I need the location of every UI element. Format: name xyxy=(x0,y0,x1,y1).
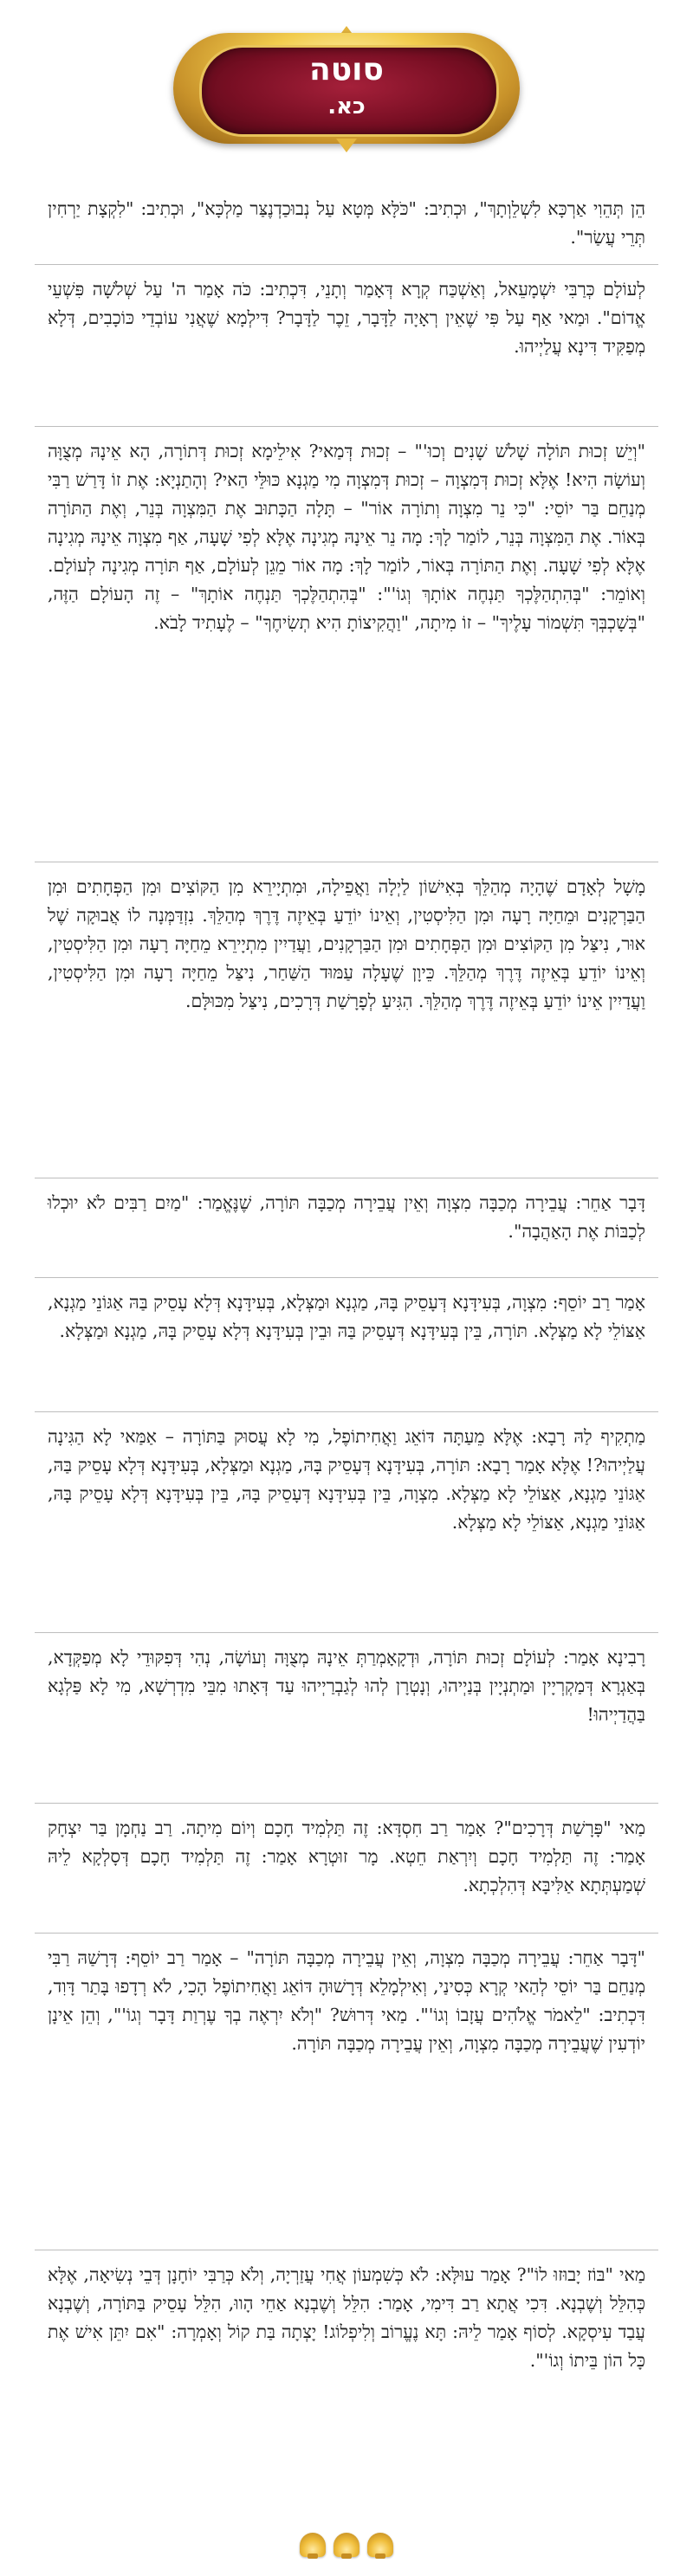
tractate-title: סוטה xyxy=(308,52,384,87)
divider xyxy=(35,1277,658,1278)
paragraph: מָשָׁל לְאָדָם שֶׁהָיָה מְהַלֵּךְ בְּאִישׁוֹן לַיְלָה וַאֲפֵילָה, וּמִתְיָירֵא מִן הַקּוֹצִים וּמִן הַפְּחָתִים וּמִן הַבַּרְקָנִים וּמֵחַיָּה רָעָה וּמִן הַלִּיסְטִין, וְאֵינוֹ יוֹדֵעַ בְּאֵיזֶה דֶּרֶךְ מְהַלֵּךְ. נִזְדַּמְּנָה לוֹ אֲבוּקָה שֶׁל אוּר, נִיצַּל מִן הַקּוֹצִים וּמִן הַפְּחָתִים וּמִן הַבַּרְקָנִים, וַעֲדַיִין מִתְיָירֵא מֵחַיָּה רָעָה וּמִן הַלִּיסְטִין, וְאֵינוֹ יוֹדֵעַ בְּאֵיזֶה דֶּרֶךְ מְהַלֵּךְ. כֵּיוָן שֶׁעָלָה עַמּוּד הַשַּׁחַר, נִיצַּל מֵחַיָּה רָעָה וּמִן הַלִּיסְטִין, וַעֲדַיִין אֵינוֹ יוֹדֵעַ בְּאֵיזֶה דֶּרֶךְ מְהַלֵּךְ. הִגִּיעַ לְפָרָשַׁת דְּרָכִים, נִיצַּל מִכּוּלָּם. xyxy=(48,876,645,1011)
paragraph: "וְיֵשׁ זְכוּת תּוֹלָה שָׁלֹשׁ שָׁנִים וְכוּ'" – זְכוּת דְּמַאי? אִילֵימָא זְכוּת דְּתוֹרָה, הָא אֵינָהּ מְצֻוָּה וְעוֹשָׂה הִיא! אֶלָּא זְכוּת דְּמִצְוָה – זְכוּת דְּמִצְוָה מִי מַגְנָא כּוּלֵּי הַאי? וְהָתַנְיָא: אֶת זוֹ דָּרַשׁ רַבִּי מְנַחֵם בַּר יוֹסֵי: "כִּי נֵר מִצְוָה וְתוֹרָה אוֹר" – תָּלָה הַכָּתוּב אֶת הַמִּצְוָה בְּנֵר, וְאֶת הַתּוֹרָה בְּאוֹר. אֶת הַמִּצְוָה בְּנֵר, לוֹמַר לָךְ: מָה נֵר אֵינָהּ מְגִינָה אֶלָּא לְפִי שָׁעָה, אַף מִצְוָה אֵינָהּ מְגִינָה אֶלָּא לְפִי שָׁעָה. וְאֶת הַתּוֹרָה בְּאוֹר, לוֹמַר לָךְ: מָה אוֹר מֵגֵן לְעוֹלָם, אַף תּוֹרָה מְגִינָה לְעוֹלָם. וְאוֹמֵר: "בְּהִתְהַלֶּכְךָ תַּנְחֶה אוֹתָךְ וְגוֹ'": "בְּהִתְהַלֶּכְךָ תַּנְחֶה אוֹתָךְ" – זֶה הָעוֹלָם הַזֶּה, "בְּשָׁכְבְּךָ תִּשְׁמוֹר עָלֶיךָ" – זוֹ מִיתָה, "וַהֲקִיצוֹתָ הִיא תְשִׂיחֶךָ" – לֶעָתִיד לָבֹא. xyxy=(48,441,645,633)
paragraph: "דָּבָר אַחֵר: עֲבֵירָה מְכַבָּה מִצְוָה, וְאֵין עֲבֵירָה מְכַבָּה תּוֹרָה" – אָמַר רַב יוֹסֵף: דְּרָשַׁהּ רַבִּי מְנַחֵם בַּר יוֹסֵי לְהַאי קְרָא כְּסִינַי, וְאִילְמָלֵא דְּרָשׁוּהָ דּוֹאֵג וַאֲחִיתוֹפֶל הָכִי, לֹא רְדָפוּ בָּתַר דָּוִד, דִּכְתִיב: "לֵאמֹר אֱלֹהִים עֲזָבוֹ וְגוֹ'". מַאי דְּרוּשׁ? "וְלֹא יִרְאֶה בְךָ עֶרְוַת דָּבָר וְגוֹ'", וְהֵן אֵינָן יוֹדְעִין שֶׁעֲבֵירָה מְכַבָּה מִצְוָה, וְאֵין עֲבֵירָה מְכַבָּה תּוֹרָה. xyxy=(48,1947,645,2054)
title-badge xyxy=(173,26,520,152)
divider xyxy=(35,426,658,427)
divider xyxy=(35,1632,658,1633)
divider xyxy=(35,1933,658,1934)
paragraph: מַאי "בּוֹז יָבוּזוּ לוֹ"? אָמַר עוּלָּא: לֹא כְּשִׁמְעוֹן אֲחִי עֲזַרְיָה, וְלֹא כְּרַבִּי יוֹחָנָן דְּבֵי נְשִׂיאָה, אֶלָּא כְּהִלֵּל וְשֶׁבְנָא. דִּכִי אֲתָא רַב דִּימִי, אָמַר: הִלֵּל וְשֶׁבְנָא אַחֵי הָווּ, הִלֵּל עָסֵיק בַּתּוֹרָה, וְשֶׁבְנָא עֲבַד עִיסְקָא. לְסוֹף אָמַר לֵיהּ: תָּא נֶעֱרוֹב וְלִיפְלוֹג! יָצְתָה בַּת קוֹל וְאָמְרָה: "אִם יִתֵּן אִישׁ אֶת כָּל הוֹן בֵּיתוֹ וְגוֹ'". xyxy=(48,2264,645,2371)
paragraph: דָּבָר אַחֵר: עֲבֵירָה מְכַבָּה מִצְוָה וְאֵין עֲבֵירָה מְכַבָּה תּוֹרָה, שֶׁנֶּאֱמַר: "מַיִם רַבִּים לֹא יוּכְלוּ לְכַבּוֹת אֶת הָאַהֲבָה". xyxy=(48,1192,645,1242)
divider xyxy=(35,264,658,265)
shell-icon xyxy=(300,2533,326,2557)
page-number: כא. xyxy=(327,94,366,119)
shell-icon xyxy=(367,2533,393,2557)
paragraph: מַאי "פָּרָשַׁת דְּרָכִים"? אָמַר רַב חִסְדָּא: זֶה תַּלְמִיד חָכָם וְיוֹם מִיתָה. רַב נַחְמָן בַּר יִצְחָק אָמַר: זֶה תַּלְמִיד חָכָם וְיִרְאַת חֵטְא. מָר זוּטְרָא אָמַר: זֶה תַּלְמִיד חָכָם דְּסָלְקָא לֵיהּ שְׁמַעְתְּתָא אַלִּיבָּא דְּהִלְכְתָא. xyxy=(48,1817,645,1895)
paragraph: לְעוֹלָם כְּרַבִּי יִשְׁמָעֵאל, וְאַשְׁכַּח קְרָא דְּאָמַר וְתָנֵי, דִּכְתִיב: כֹּה אָמַר ה' עַל שְׁלֹשָׁה פִּשְׁעֵי אֱדוֹם". וּמַאי אַף עַל פִּי שֶׁאֵין רְאָיָה לַדָּבָר, זֵכֶר לַדָּבָר? דִּילְמָא שֶׁאֲנִי עוֹבְדֵי כּוֹכָבִים, דְּלָא מְפַקִּיד דִּינָא עֲלַיְיהוּ. xyxy=(48,279,645,357)
badge-ornament-bottom xyxy=(336,139,357,152)
paragraph: מַתְקִיף לַהּ רָבָא: אֶלָּא מֵעַתָּה דּוֹאֵג וַאֲחִיתוֹפֶל, מִי לָא עֲסוּק בַּתּוֹרָה – אַמַּאי לָא הַגִּינָה עֲלַיְיהוּ?! אֶלָּא אָמַר רָבָא: תּוֹרָה, בְּעִידָּנָא דְּעָסֵיק בָּהּ, מַגְנָא וּמַצְּלָא, בְּעִידָּנָא דְּלָא עָסֵיק בַּהּ, אַגּוֹנֵי מַגְנָא, אַצּוֹלֵי לָא מַצְּלָא. מִצְוָה, בֵּין בְּעִידָּנָא דְּעָסֵיק בָּהּ, בֵּין בְּעִידָּנָא דְּלָא עָסֵיק בָּהּ, אַגּוֹנֵי מַגְנָא, אַצּוֹלֵי לָא מַצְּלָא. xyxy=(48,1426,645,1533)
divider xyxy=(35,1803,658,1804)
divider xyxy=(35,1411,658,1412)
paragraph: רָבִינָא אָמַר: לְעוֹלָם זְכוּת תּוֹרָה, וּדְקָאָמְרַתְּ אֵינָהּ מְצֻוָּה וְעוֹשָׂה, נְהִי דְּפִקּוּדֵי לָא מְפַקְּדָא, בְּאַגְרָא דְּמַקְרְיָין וּמַתְנְיָין בְּנַיְיהוּ, וְנָטְרָן לְהוּ לְגַבְרַיְיהוּ עַד דְּאָתוּ מִבֵּי מִדְרְשָׁא, מִי לָא פַּלְגָא בַּהֲדַיְיהוּ! xyxy=(48,1647,645,1725)
paragraph: אָמַר רַב יוֹסֵף: מִצְוָה, בְּעִידָּנָא דְּעָסֵיק בָּהּ, מַגְנָא וּמַצְּלָא, בְּעִידָּנָא דְּלָא עָסֵיק בַּהּ אַגּוֹנֵי מַגְנָא, אַצּוֹלֵי לָא מַצְּלָא. תּוֹרָה, בֵּין בְּעִידָּנָא דְּעָסֵיק בַּהּ וּבֵין בְּעִידָּנָא דְּלָא עָסֵיק בָּהּ, מַגְנָא וּמַצְּלָא. xyxy=(48,1292,645,1341)
footer-ornament xyxy=(295,2533,398,2567)
paragraph: הֵן תְּהֵוִי אַרְכָּא לִשְׁלֵוְתָךְ", וּכְתִיב: "כֹּלָּא מְּטָא עַל נְבוּכַדְנֶצַּר מַלְכָּא", וּכְתִיב: "לִקְצָת יַרְחִין תְּרֵי עֲשַׂר". xyxy=(48,198,645,248)
shell-icon xyxy=(334,2533,359,2557)
